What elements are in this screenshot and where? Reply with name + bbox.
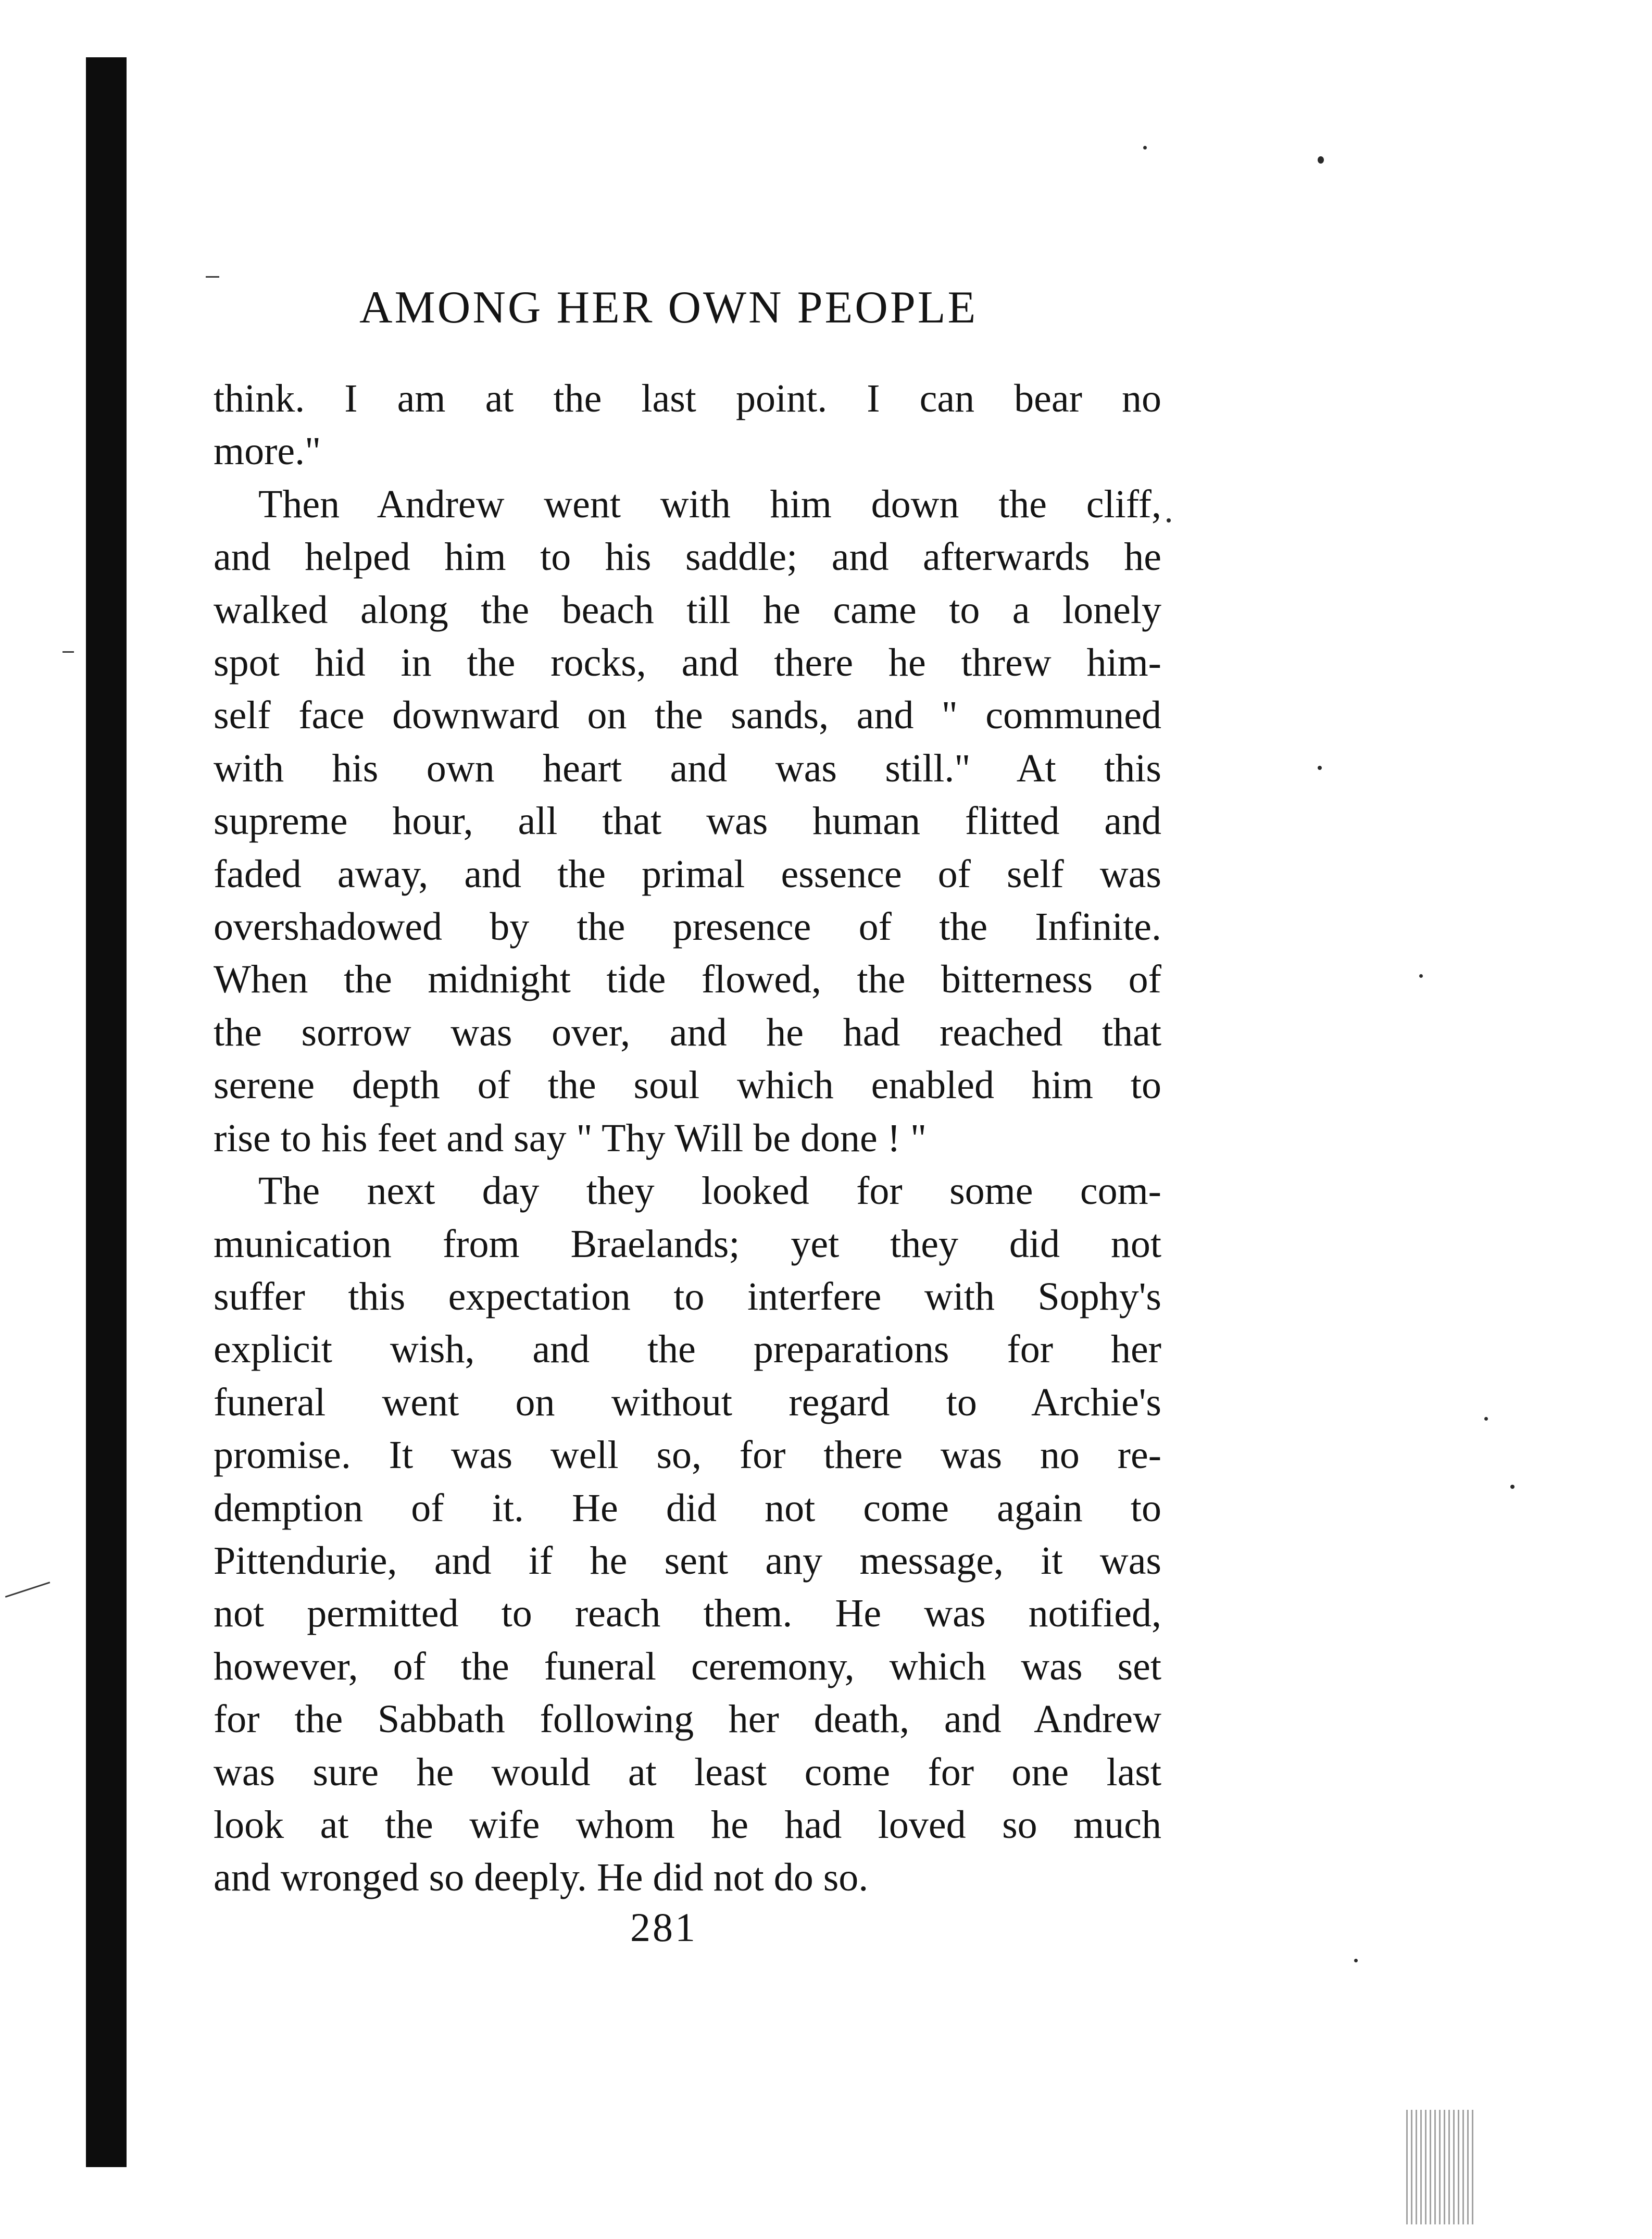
text-line: munication from Braelands; yet they did not: [214, 1222, 1161, 1266]
text-line: supreme hour, all that was human flitted and: [214, 799, 1161, 843]
text-line: and helped him to his saddle; and afterwards he: [214, 535, 1161, 579]
scan-speck: [1354, 1959, 1358, 1962]
text-line: suffer this expectation to interfere with Sophy's: [214, 1274, 1161, 1318]
text-line: overshadowed by the presence of the Infinite.: [214, 905, 1161, 949]
text-line: Pittendurie, and if he sent any message, it was: [214, 1538, 1161, 1583]
text-line: demption of it. He did not come again to: [214, 1486, 1161, 1530]
text-line: think. I am at the last point. I can bear no: [214, 377, 1161, 420]
body-text: [214, 372, 1161, 1905]
text-line: The next day they looked for some com-: [258, 1169, 1161, 1213]
text-line: for the Sabbath following her death, and Andrew: [214, 1697, 1161, 1742]
text-line: however, of the funeral ceremony, which was set: [214, 1644, 1161, 1688]
page-number: 281: [630, 1905, 697, 1950]
text-line: spot hid in the rocks, and there he threw him-: [214, 641, 1161, 685]
scan-speck: [1510, 1485, 1515, 1489]
text-line: was sure he would at least come for one last: [214, 1750, 1161, 1794]
text-line: rise to his feet and say " Thy Will be done ! ": [214, 1116, 927, 1160]
binding-edge: [86, 57, 127, 2167]
scan-mark: [5, 1582, 51, 1598]
scan-mark: [62, 651, 74, 653]
text-line: explicit wish, and the preparations for her: [214, 1327, 1161, 1372]
running-title: AMONG HER OWN PEOPLE: [359, 282, 978, 333]
scan-speck: [1318, 156, 1324, 164]
scan-speck: [1484, 1417, 1488, 1421]
text-line: the sorrow was over, and he had reached that: [214, 1010, 1161, 1054]
text-line: faded away, and the primal essence of self was: [214, 852, 1161, 896]
scan-mark: [1406, 2110, 1474, 2224]
text-line: not permitted to reach them. He was notified,: [214, 1591, 1161, 1636]
scan-mark: [206, 276, 219, 278]
text-line: self face downward on the sands, and " communed: [214, 693, 1161, 738]
text-line: Then Andrew went with him down the cliff,: [258, 482, 1161, 526]
text-line: When the midnight tide flowed, the bitterness of: [214, 957, 1161, 1002]
scan-speck: [1167, 518, 1171, 523]
scan-speck: [1318, 766, 1322, 770]
text-line: funeral went on without regard to Archie's: [214, 1380, 1161, 1424]
text-line: promise. It was well so, for there was no re-: [214, 1433, 1161, 1477]
text-line: serene depth of the soul which enabled him to: [214, 1063, 1161, 1108]
text-line: look at the wife whom he had loved so much: [214, 1802, 1161, 1847]
scan-speck: [1143, 146, 1147, 150]
text-line: with his own heart and was still." At this: [214, 746, 1161, 790]
scan-speck: [1419, 974, 1423, 978]
text-line: and wronged so deeply. He did not do so.: [214, 1856, 869, 1900]
text-line: more.": [214, 429, 321, 474]
text-line: walked along the beach till he came to a lonely: [214, 588, 1161, 632]
